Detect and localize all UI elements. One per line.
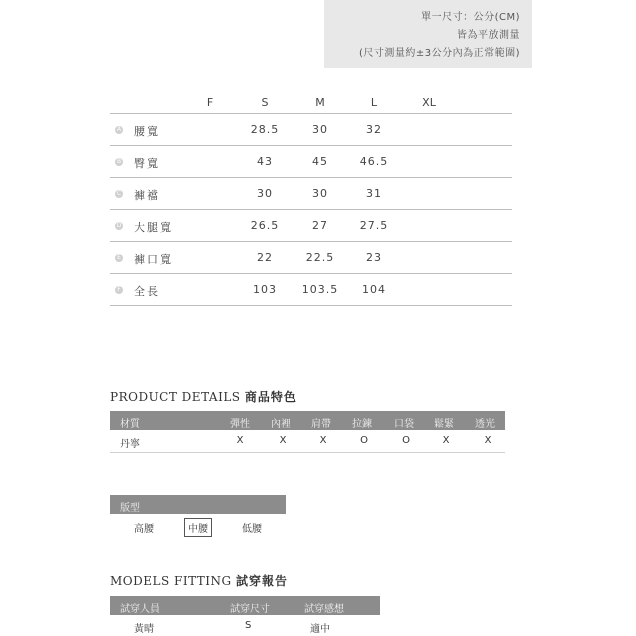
size-value-s: 28.5 xyxy=(250,123,280,136)
measurement-name: 臀寬 xyxy=(134,157,160,170)
fit-style-header: 版型 xyxy=(120,503,140,514)
details-header-material: 材質 xyxy=(120,419,140,430)
size-row xyxy=(110,209,512,241)
details-zipper-value: O xyxy=(360,435,368,446)
fitting-feedback-value: 適中 xyxy=(310,624,330,635)
details-stretch-value: X xyxy=(236,435,244,446)
product-details-title-en: PRODUCT DETAILS xyxy=(110,390,241,404)
size-value-m: 22.5 xyxy=(305,251,335,264)
size-value-s: 30 xyxy=(257,187,273,200)
size-header-s: S xyxy=(261,96,269,109)
details-elastic-value: X xyxy=(442,435,450,446)
tolerance-line: (尺寸測量約±3公分內為正常範圍) xyxy=(358,48,520,59)
models-fitting-row xyxy=(110,615,380,636)
fit-option-low-waist: 低腰 xyxy=(242,524,262,535)
models-fitting-title-en: MODELS FITTING xyxy=(110,574,232,588)
measurement-letter-badge: B xyxy=(116,158,122,165)
measurement-name: 全長 xyxy=(134,285,160,298)
size-header-f: F xyxy=(206,96,214,109)
fit-option-mid-waist-selected: 中腰 xyxy=(184,518,212,537)
size-value-m: 27 xyxy=(312,219,328,232)
details-strap-value: X xyxy=(319,435,327,446)
measurement-name: 腰寬 xyxy=(134,125,160,138)
details-lining-value: X xyxy=(279,435,287,446)
measurement-letter-badge: F xyxy=(115,286,123,294)
size-value-m: 30 xyxy=(312,123,328,136)
size-value-m: 103.5 xyxy=(301,283,339,296)
details-header-pocket: 口袋 xyxy=(394,419,414,430)
size-value-s: 22 xyxy=(257,251,273,264)
size-header-row xyxy=(110,93,512,113)
size-value-l: 32 xyxy=(366,123,382,136)
details-header-sheer: 透光 xyxy=(475,419,495,430)
unit-note-box xyxy=(324,0,532,68)
unit-line: 單一尺寸：公分(CM) xyxy=(421,12,520,23)
details-header-strap: 肩帶 xyxy=(311,419,331,430)
size-value-l: 27.5 xyxy=(359,219,389,232)
size-header-m: M xyxy=(315,96,325,109)
size-value-m: 30 xyxy=(312,187,328,200)
fitting-size-value: S xyxy=(245,620,252,631)
fit-style-header-bar xyxy=(110,495,286,514)
size-value-l: 104 xyxy=(362,283,386,296)
details-sheer-value: X xyxy=(484,435,492,446)
details-header-stretch: 彈性 xyxy=(230,419,250,430)
size-value-m: 45 xyxy=(312,155,328,168)
size-value-s: 43 xyxy=(257,155,273,168)
size-value-l: 23 xyxy=(366,251,382,264)
product-details-title-zh: 商品特色 xyxy=(244,390,297,404)
size-value-l: 31 xyxy=(366,187,382,200)
product-details-header-bar xyxy=(110,411,505,430)
fitting-model-name: 黃晴 xyxy=(134,624,154,635)
size-value-s: 26.5 xyxy=(250,219,280,232)
models-fitting-title-zh: 試穿報告 xyxy=(235,574,288,588)
measurement-letter-badge: E xyxy=(115,254,123,262)
size-row xyxy=(110,113,512,145)
models-fitting-header-bar xyxy=(110,596,380,615)
size-row xyxy=(110,273,512,306)
size-header-l: L xyxy=(370,96,378,109)
fitting-header-feedback: 試穿感想 xyxy=(304,604,344,615)
fit-style-options-row xyxy=(110,515,286,537)
details-material-value: 丹寧 xyxy=(120,439,140,450)
measurement-letter-badge: A xyxy=(116,126,122,133)
fit-option-high-waist: 高腰 xyxy=(134,524,154,535)
measurement-letter-badge: C xyxy=(116,190,122,197)
measurement-name: 褲口寬 xyxy=(134,253,173,266)
size-header-xl: XL xyxy=(422,96,436,109)
fitting-header-size: 試穿尺寸 xyxy=(230,604,270,615)
details-header-zipper: 拉鍊 xyxy=(352,419,372,430)
fitting-header-model: 試穿人員 xyxy=(120,604,160,615)
details-header-elastic: 鬆緊 xyxy=(434,419,454,430)
product-details-values-row xyxy=(110,430,505,453)
models-fitting-title xyxy=(110,572,288,589)
size-value-s: 103 xyxy=(253,283,277,296)
details-header-lining: 內裡 xyxy=(271,419,291,430)
size-row xyxy=(110,241,512,273)
size-table xyxy=(110,93,512,306)
measure-method-line: 皆為平放測量 xyxy=(457,30,520,41)
measurement-letter-badge: D xyxy=(116,222,122,229)
size-value-l: 46.5 xyxy=(359,155,389,168)
size-row xyxy=(110,177,512,209)
measurement-name: 褲襠 xyxy=(134,189,160,202)
details-pocket-value: O xyxy=(402,435,410,446)
measurement-name: 大腿寬 xyxy=(134,221,173,234)
product-details-title xyxy=(110,388,297,405)
size-row xyxy=(110,145,512,177)
